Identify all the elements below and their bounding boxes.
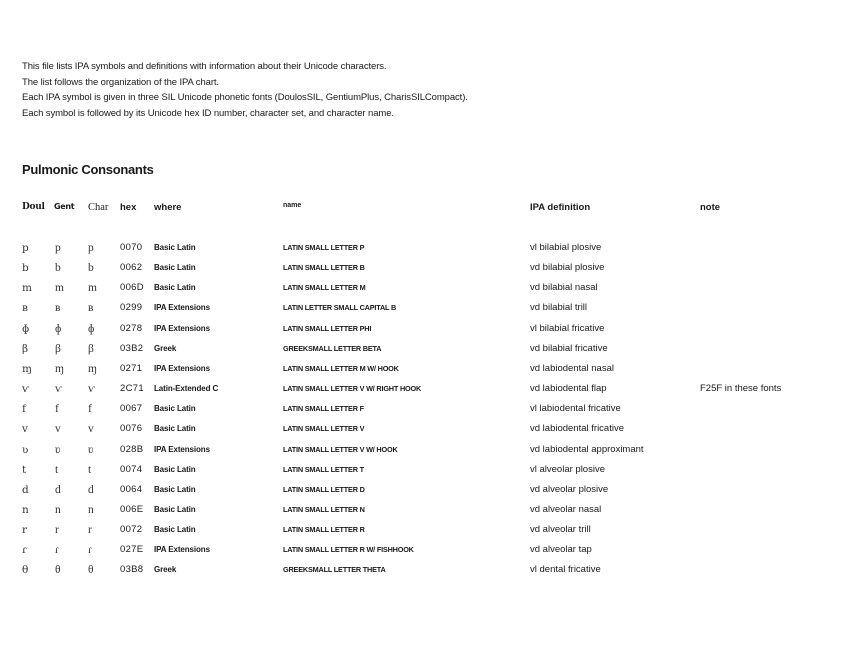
symbol-charis: t (88, 463, 92, 476)
ipa-definition: vl bilabial plosive (530, 242, 602, 253)
character-set: Basic Latin (154, 263, 196, 273)
symbol-charis: m (88, 282, 97, 295)
hex-code: 0072 (120, 524, 143, 536)
hex-code: 03B2 (120, 342, 144, 354)
header-name: name (283, 202, 302, 209)
character-name: LATIN SMALL LETTER V (283, 424, 365, 434)
symbol-doulos: d (22, 483, 29, 496)
table-row (0, 261, 848, 281)
table-row (0, 362, 848, 382)
ipa-definition: vd bilabial trill (530, 302, 588, 314)
ipa-definition: vl labiodental fricative (530, 403, 621, 415)
character-set: IPA Extensions (154, 444, 210, 454)
symbol-gentium: ɸ (55, 322, 62, 335)
character-set: Greek (154, 565, 177, 575)
table-row (0, 422, 848, 442)
symbol-gentium: ɾ (55, 544, 59, 557)
character-set: Basic Latin (154, 404, 196, 414)
ipa-definition: vl dental fricative (530, 564, 601, 576)
ipa-definition: vd alveolar plosive (530, 483, 609, 495)
intro-line: Each IPA symbol is given in three SIL Unicode phonetic fonts (DoulosSIL, GentiumPlus, CharisSILCompact). (22, 92, 468, 103)
character-name: LATIN SMALL LETTER V W/ RIGHT HOOK (283, 384, 422, 394)
symbol-charis: ɸ (88, 322, 95, 335)
symbol-doulos: ɸ (22, 322, 30, 335)
ipa-definition: vd bilabial plosive (530, 262, 605, 274)
table-row (0, 463, 848, 483)
table-row (0, 382, 848, 402)
character-name: LATIN SMALL LETTER B (283, 263, 365, 273)
character-set: Latin-Extended C (154, 384, 219, 394)
character-set: Greek (154, 343, 177, 353)
header-ipa-definition: IPA definition (530, 202, 591, 213)
table-row (0, 342, 848, 362)
symbol-gentium: ⱱ (55, 383, 62, 396)
character-name: LATIN SMALL LETTER M W/ HOOK (283, 363, 399, 373)
hex-code: 027E (120, 544, 144, 556)
ipa-definition: vd alveolar tap (530, 544, 592, 556)
symbol-gentium: ɱ (55, 362, 64, 375)
header-char: Char (88, 202, 109, 213)
hex-code: 0076 (120, 423, 143, 435)
symbol-charis: ʋ (88, 443, 94, 456)
character-set: Basic Latin (154, 424, 196, 434)
symbol-doulos: f (22, 403, 26, 416)
ipa-definition: vd alveolar trill (530, 524, 591, 536)
symbol-gentium: r (55, 524, 59, 537)
symbol-gentium: n (55, 503, 61, 516)
table-row (0, 301, 848, 321)
symbol-doulos: ⱱ (22, 383, 29, 396)
hex-code: 0299 (120, 302, 143, 314)
table-row (0, 543, 848, 563)
symbol-gentium: θ (55, 564, 61, 577)
header-hex: hex (120, 202, 137, 213)
table-row (0, 503, 848, 523)
character-set: Basic Latin (154, 525, 196, 535)
hex-code: 0067 (120, 403, 143, 415)
symbol-doulos: ɾ (22, 544, 27, 557)
symbol-gentium: t (55, 463, 59, 476)
character-name: GREEKSMALL LETTER BETA (283, 343, 382, 353)
symbol-doulos: t (22, 463, 27, 476)
character-name: LATIN SMALL LETTER T (283, 464, 364, 474)
character-name: LATIN SMALL LETTER M (283, 283, 366, 293)
hex-code: 2C71 (120, 383, 144, 395)
ipa-definition: vd bilabial nasal (530, 282, 598, 294)
symbol-gentium: m (55, 282, 64, 295)
symbol-gentium: β (55, 342, 61, 355)
symbol-charis: n (88, 503, 94, 516)
character-name: LATIN SMALL LETTER F (283, 404, 364, 414)
table-row (0, 281, 848, 301)
symbol-charis: d (88, 483, 94, 496)
hex-code: 0070 (120, 242, 143, 253)
character-name: LATIN SMALL LETTER V W/ HOOK (283, 444, 398, 454)
character-set: Basic Latin (154, 283, 196, 293)
symbol-doulos: θ (22, 564, 29, 577)
table-row (0, 241, 848, 261)
header-where: where (154, 202, 182, 213)
hex-code: 006E (120, 503, 144, 515)
character-set: IPA Extensions (154, 545, 210, 555)
hex-code: 0062 (120, 262, 143, 274)
table-row (0, 483, 848, 503)
character-set: Basic Latin (154, 243, 196, 252)
symbol-charis: ɱ (88, 362, 97, 375)
hex-code: 0074 (120, 463, 143, 475)
character-name: GREEKSMALL LETTER THETA (283, 565, 386, 575)
symbol-doulos: v (22, 423, 28, 436)
symbol-gentium: d (55, 483, 61, 496)
ipa-definition: vd labiodental fricative (530, 423, 624, 435)
symbol-doulos: m (22, 282, 32, 295)
header-gent: Gent (54, 202, 75, 211)
symbol-doulos: n (22, 503, 29, 516)
symbol-gentium: ʙ (55, 302, 61, 315)
hex-code: 006D (120, 282, 144, 294)
symbol-charis: ɾ (88, 544, 92, 557)
table-row (0, 443, 848, 463)
ipa-definition: vd bilabial fricative (530, 342, 608, 354)
table-row (0, 402, 848, 422)
character-name: LATIN SMALL LETTER D (283, 484, 365, 494)
symbol-doulos: b (22, 262, 29, 275)
intro-paragraph (22, 59, 468, 121)
symbol-charis: β (88, 342, 94, 355)
symbol-doulos: p (22, 242, 29, 254)
symbol-doulos: ʋ (22, 443, 29, 456)
symbol-gentium: b (55, 262, 61, 275)
table-row (0, 322, 848, 342)
header-doul: Doul (22, 202, 45, 212)
character-set: Basic Latin (154, 464, 196, 474)
character-set: IPA Extensions (154, 323, 210, 333)
character-set: IPA Extensions (154, 363, 210, 373)
symbol-gentium: f (55, 403, 59, 416)
symbol-charis: ⱱ (88, 383, 95, 396)
symbol-gentium: p (55, 242, 61, 254)
symbol-charis: b (88, 262, 94, 275)
note: F25F in these fonts (700, 383, 782, 395)
ipa-definition: vl alveolar plosive (530, 463, 605, 475)
symbol-gentium: ʋ (55, 443, 61, 456)
symbol-charis: ʙ (88, 302, 94, 315)
character-name: LATIN LETTER SMALL CAPITAL B (283, 303, 397, 313)
symbol-gentium: v (55, 423, 61, 436)
symbol-charis: θ (88, 564, 94, 577)
symbol-doulos: ɱ (22, 362, 32, 375)
header-note: note (700, 202, 721, 213)
character-set: IPA Extensions (154, 303, 210, 313)
hex-code: 0064 (120, 483, 143, 495)
character-set: Basic Latin (154, 484, 196, 494)
ipa-definition: vd labiodental approximant (530, 443, 644, 455)
character-set: Basic Latin (154, 504, 196, 514)
hex-code: 0278 (120, 322, 143, 334)
hex-code: 0271 (120, 362, 143, 374)
section-title: Pulmonic Consonants (22, 162, 154, 177)
ipa-definition: vd alveolar nasal (530, 503, 602, 515)
symbol-charis: f (88, 403, 92, 416)
character-name: LATIN SMALL LETTER PHI (283, 323, 372, 333)
character-name: LATIN SMALL LETTER P (283, 243, 365, 252)
table-row (0, 563, 848, 583)
ipa-definition: vl bilabial fricative (530, 322, 605, 334)
character-name: LATIN SMALL LETTER R W/ FISHHOOK (283, 545, 414, 555)
symbol-charis: p (88, 242, 94, 254)
intro-line: This file lists IPA symbols and definitions with information about their Unicode characters. (22, 61, 387, 72)
intro-line: The list follows the organization of the IPA chart. (22, 76, 219, 88)
character-name: LATIN SMALL LETTER R (283, 525, 365, 535)
intro-line: Each symbol is followed by its Unicode hex ID number, character set, and character name. (22, 107, 394, 119)
symbol-charis: v (88, 423, 94, 436)
symbol-doulos: β (22, 342, 29, 355)
ipa-definition: vd labiodental nasal (530, 362, 614, 374)
symbol-doulos: r (22, 524, 28, 537)
table-row (0, 523, 848, 543)
hex-code: 03B8 (120, 564, 144, 576)
character-name: LATIN SMALL LETTER N (283, 504, 365, 514)
symbol-doulos: ʙ (22, 302, 28, 315)
symbol-charis: r (88, 524, 92, 537)
ipa-definition: vd labiodental flap (530, 383, 607, 395)
hex-code: 028B (120, 443, 144, 455)
